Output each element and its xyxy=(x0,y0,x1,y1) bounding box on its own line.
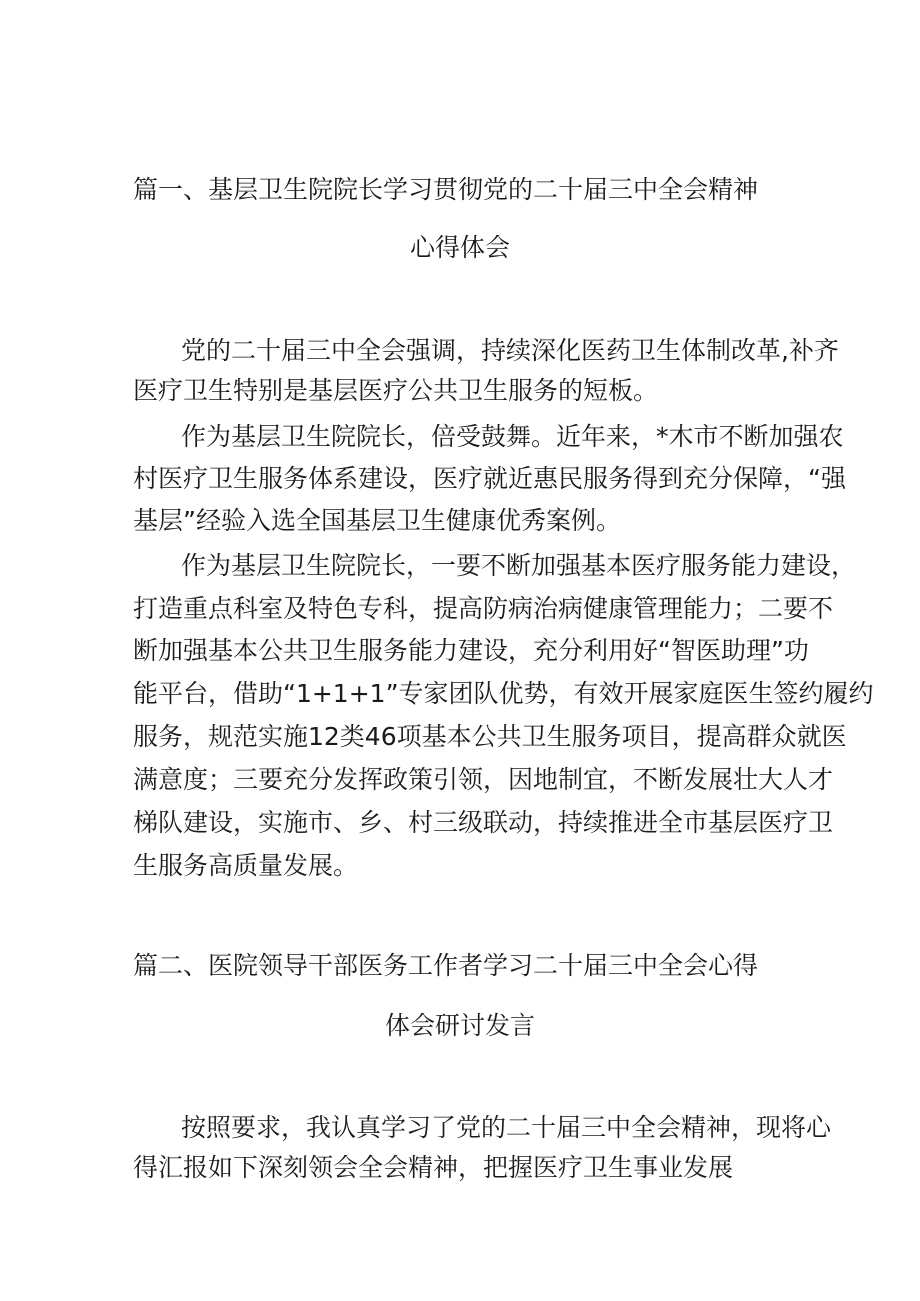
s1-p3-line2: 打造重点科室及特色专科，提高防病治病健康管理能力；二要不 xyxy=(133,594,834,623)
s1-p3-line5: 服务，规范实施12类46项基本公共卫生服务项目，提高群众就医 xyxy=(133,722,847,751)
s1-p2-line1: 作为基层卫生院院长，倍受鼓舞。近年来，*木市不断加强农 xyxy=(181,422,844,451)
s1-p1-line2: 医疗卫生特别是基层医疗公共卫生服务的短板。 xyxy=(133,376,659,405)
section1-title-line2: 心得体会 xyxy=(409,233,510,262)
s1-p2-line3: 基层”经验入选全国基层卫生健康优秀案例。 xyxy=(133,506,621,535)
s1-p3-line8: 生服务高质量发展。 xyxy=(133,851,359,880)
s1-p3-line6: 满意度；三要充分发挥政策引领，因地制宜，不断发展壮大人才 xyxy=(133,765,834,794)
s2-p1-line1: 按照要求，我认真学习了党的二十届三中全会精神，现将心 xyxy=(181,1113,832,1142)
section1-title-line1: 篇一、基层卫生院院长学习贯彻党的二十届三中全会精神 xyxy=(133,175,759,204)
s1-p3-line7: 梯队建设，实施市、乡、村三级联动，持续推进全市基层医疗卫 xyxy=(133,808,834,837)
section2-title-line1: 篇二、医院领导干部医务工作者学习二十届三中全会心得 xyxy=(133,951,759,980)
section2-title-line2: 体会研讨发言 xyxy=(384,1011,535,1040)
s1-p3-line1: 作为基层卫生院院长，一要不断加强基本医疗服务能力建设， xyxy=(181,551,857,580)
s1-p2-line2: 村医疗卫生服务体系建设，医疗就近惠民服务得到充分保障，“强 xyxy=(133,464,846,493)
s1-p3-line3: 断加强基本公共卫生服务能力建设，充分利用好“智医助理”功 xyxy=(133,636,809,665)
s1-p3-line4: 能平台，借助“1+1+1”专家团队优势，有效开展家庭医生签约履约 xyxy=(133,679,874,708)
s1-p1-line1: 党的二十届三中全会强调，持续深化医药卫生体制改革,补齐 xyxy=(181,336,839,365)
s2-p1-line2: 得汇报如下深刻领会全会精神，把握医疗卫生事业发展 xyxy=(133,1153,734,1182)
